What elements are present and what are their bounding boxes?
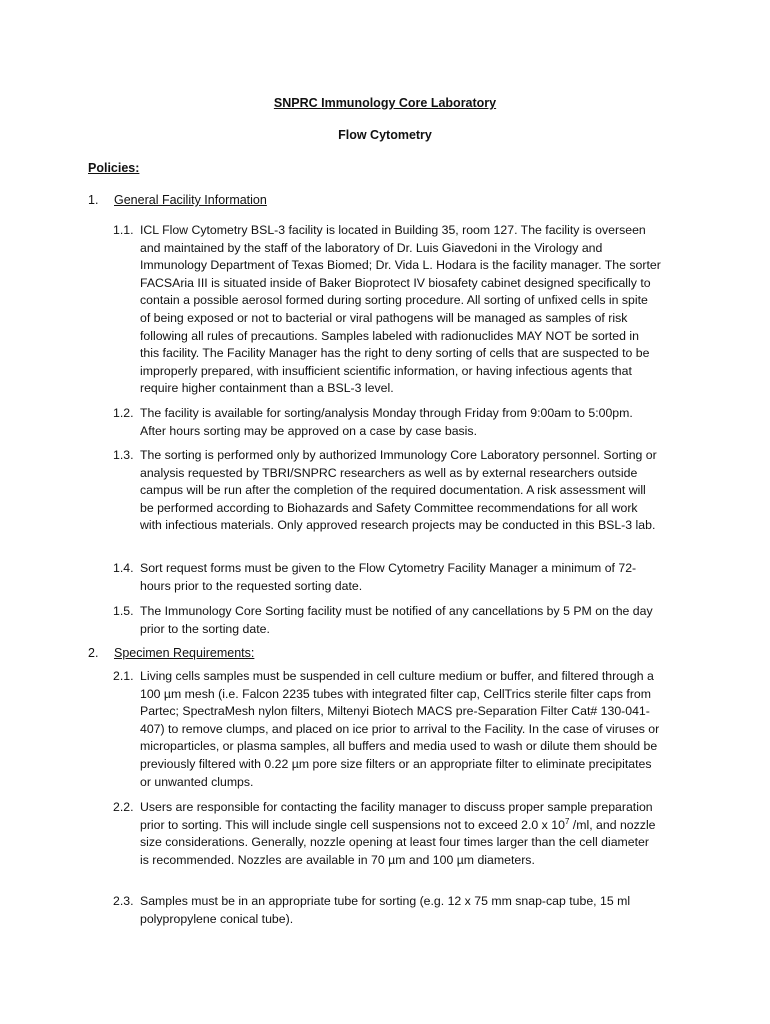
item-text: The Immunology Core Sorting facility must be notified of any cancellations by 5 PM on the day prior to the sorting date.	[140, 604, 653, 636]
section-number: 2.	[88, 646, 99, 660]
item-text: Living cells samples must be suspended in cell culture medium or buffer, and filtered through a 100 µm mesh (i.e. Falcon 2235 tubes with integrated filter cap, CellTrics sterile filter caps from Partec; SpectraMesh nylon filters, Miltenyi Biotech MACS pre-Separation Filter Cat# 130-041-407) to remove clumps, and placed on ice prior to arrival to the Facility. In the case of viruses or microparticles, or plasma samples, all buffers and media used to wash or dilute them should be previously filtered with 0.22 µm pore size filters or an appropriate filter to eliminate precipitates or unwanted clumps.	[140, 669, 660, 789]
policies-heading: Policies:	[88, 161, 140, 175]
item-number: 1.4.	[113, 561, 134, 575]
item-text: Sort request forms must be given to the Flow Cytometry Facility Manager a minimum of 72-hours prior to the requested sorting date.	[140, 561, 637, 593]
policy-item-1-3	[113, 447, 661, 535]
policy-item-1-1	[113, 222, 661, 398]
policy-item-1-5	[113, 603, 661, 638]
item-text: Samples must be in an appropriate tube for sorting (e.g. 12 x 75 mm snap-cap tube, 15 ml polypropylene conical tube).	[140, 894, 631, 926]
section-title: General Facility Information	[114, 193, 267, 207]
item-text	[140, 799, 661, 869]
item-number: 1.3.	[113, 448, 134, 462]
section-heading-specimen-requirements	[88, 646, 254, 660]
item-number: 2.1.	[113, 669, 134, 683]
item-text-part: /ml, and nozzle size considerations. Generally, nozzle opening at least four times larger than the cell diameter is recommended. Nozzles are available in 70 µm and 100 µm diameters.	[140, 817, 656, 867]
policy-item-2-1	[113, 668, 661, 791]
policy-item-2-2	[113, 799, 661, 869]
policy-item-1-2	[113, 405, 661, 440]
item-number: 2.2.	[113, 800, 134, 814]
item-text: The sorting is performed only by authorized Immunology Core Laboratory personnel. Sorting or analysis requested by TBRI/SNPRC researchers as well as by external researchers outside campus will be run after the completion of the required documentation. A risk assessment will be performed according to Biohazards and Safety Committee recommendations for all work with infectious materials. Only approved research projects may be conducted in this BSL-3 lab.	[140, 448, 657, 533]
policy-item-2-3	[113, 893, 661, 928]
section-number: 1.	[88, 193, 99, 207]
item-text-part: Users are responsible for contacting the facility manager to discuss proper sample preparation prior to sorting. This will include single cell suspensions not to exceed 2.0 x 10	[140, 800, 653, 832]
item-text: ICL Flow Cytometry BSL-3 facility is located in Building 35, room 127. The facility is overseen and maintained by the staff of the laboratory of Dr. Luis Giavedoni in the Virology and Immunology Department of Texas Biomed; Dr. Vida L. Hodara is the facility manager. The sorter FACSAria III is situated inside of Baker Bioprotect IV biosafety cabinet designed specifically to contain a possible aerosol formed during sorting procedure. All sorting of unfixed cells in spite of being exposed or not to bacterial or viral pathogens will be managed as samples of risk following all rules of precautions. Samples labeled with radionuclides MAY NOT be sorted in this facility. The Facility Manager has the right to deny sorting of cells that are suspected to be improperly prepared, with insufficient scientific information, or having infectious agents that require higher containment than a BSL-3 level.	[140, 223, 661, 396]
exponent: 7	[564, 816, 570, 826]
policy-item-1-4	[113, 560, 661, 595]
item-text: The facility is available for sorting/analysis Monday through Friday from 9:00am to 5:00pm. After hours sorting may be approved on a case by case basis.	[140, 406, 633, 438]
item-number: 2.3.	[113, 894, 134, 908]
lab-title: SNPRC Immunology Core Laboratory	[273, 96, 497, 110]
section-title: Specimen Requirements:	[114, 646, 255, 660]
item-number: 1.2.	[113, 406, 134, 420]
section-heading-general-facility	[88, 193, 267, 207]
item-number: 1.1.	[113, 223, 134, 237]
item-number: 1.5.	[113, 604, 134, 618]
document-title: Flow Cytometry	[338, 128, 432, 142]
